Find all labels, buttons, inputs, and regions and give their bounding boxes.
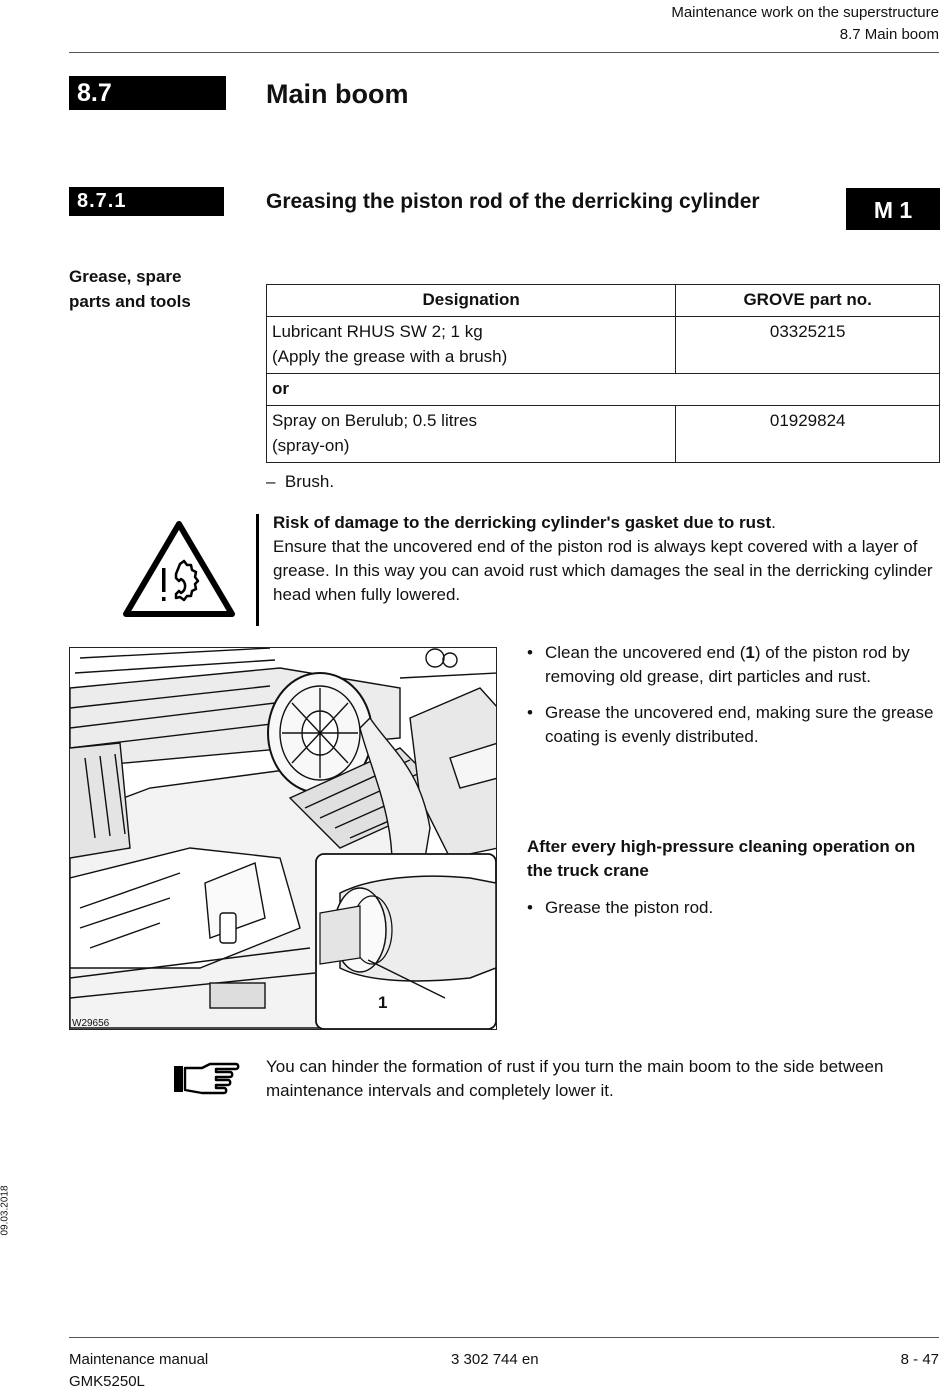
tool-text: Brush. (284, 472, 335, 491)
designation-cell (267, 406, 676, 463)
after-cleaning-list (527, 896, 947, 932)
section-number: 8.7 (69, 76, 226, 110)
bullet-marker: • (527, 898, 533, 917)
column-header-part-no: GROVE part no. (676, 285, 940, 317)
margin-date: 09.03.2018 (0, 1185, 11, 1236)
table-row-or (267, 374, 940, 406)
subsection-title: Greasing the piston rod of the derricking cylinder (266, 190, 760, 213)
footer-left (69, 1349, 208, 1393)
callout-reference: 1 (745, 643, 755, 662)
footer-manual-type: Maintenance manual (69, 1351, 209, 1368)
list-item (527, 896, 947, 920)
part-number-cell: 01929824 (676, 406, 940, 463)
figure-id: W29656 (72, 1018, 110, 1029)
footer-rule (69, 1337, 939, 1338)
side-heading-line1: Grease, spare (69, 267, 182, 286)
header-section: 8.7 Main boom (839, 26, 939, 43)
warning-title-line (273, 511, 943, 535)
after-cleaning-heading: After every high-pressure cleaning operation on the truck crane (527, 837, 916, 880)
table-row (267, 406, 940, 463)
crane-piston-rod-figure (69, 647, 497, 1030)
designation-line: Spray on Berulub; 0.5 litres (272, 411, 478, 430)
step-text: Grease the uncovered end, making sure the grease coating is evenly distributed. (545, 703, 934, 746)
warning-title: Risk of damage to the derricking cylinder's gasket due to rust (273, 513, 772, 532)
column-header-designation: Designation (267, 285, 676, 317)
running-header (671, 2, 939, 46)
list-item (527, 641, 947, 689)
figure-callout: 1 (378, 993, 388, 1012)
warning-block (273, 511, 943, 607)
maintenance-interval-badge: M 1 (846, 188, 940, 230)
table-header-row (267, 285, 940, 317)
warning-title-period: . (771, 513, 776, 532)
part-number-cell: 03325215 (676, 317, 940, 374)
step-text: Grease the piston rod. (545, 898, 714, 917)
designation-line: Lubricant RHUS SW 2; 1 kg (272, 322, 483, 341)
section-title: Main boom (266, 79, 409, 109)
header-rule (69, 52, 939, 53)
pointing-hand-icon (172, 1060, 240, 1096)
note-text: You can hinder the formation of rust if you turn the main boom to the side between maintenance intervals and completely lower it. (266, 1057, 884, 1100)
dash-marker: – (266, 472, 276, 491)
footer-document-number: 3 302 744 en (451, 1351, 539, 1368)
designation-line: (spray-on) (272, 436, 350, 455)
or-separator: or (267, 374, 940, 406)
step-text-end: ) of the piston rod by removing old grease, dirt particles and rust. (545, 643, 910, 686)
tool-item (266, 470, 334, 494)
step-list (527, 641, 947, 761)
side-heading-line2: parts and tools (69, 292, 191, 311)
header-chapter: Maintenance work on the superstructure (671, 4, 939, 21)
bullet-marker: • (527, 643, 533, 662)
step-text (545, 641, 947, 689)
table-row (267, 317, 940, 374)
designation-cell (267, 317, 676, 374)
step-text-start: Clean the uncovered end ( (545, 643, 746, 662)
footer-model: GMK5250L (69, 1373, 145, 1390)
warning-triangle-gear-icon (122, 518, 237, 620)
subsection-number: 8.7.1 (69, 187, 224, 216)
footer-page-number: 8 - 47 (900, 1351, 939, 1368)
parts-table (266, 284, 940, 463)
warning-bar (256, 514, 259, 626)
warning-text: Ensure that the uncovered end of the piston rod is always kept covered with a layer of grease. In this way you can avoid rust which damages the seal in the derricking cylinder head when fully lowered. (273, 537, 933, 604)
side-heading (69, 264, 239, 314)
list-item (527, 701, 947, 749)
bullet-marker: • (527, 703, 533, 722)
designation-line: (Apply the grease with a brush) (272, 347, 508, 366)
